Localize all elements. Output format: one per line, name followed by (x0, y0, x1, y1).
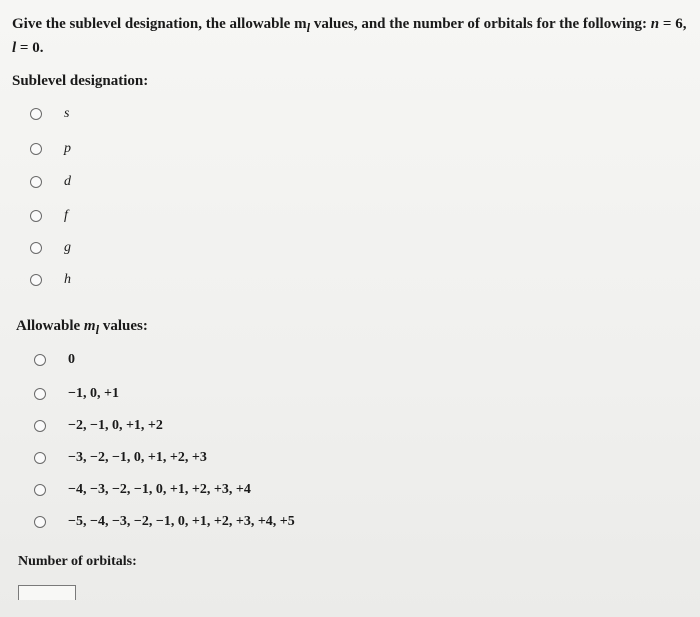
sublevel-option-p[interactable] (30, 139, 71, 159)
option-label: −5, −4, −3, −2, −1, 0, +1, +2, +3, +4, +5 (68, 514, 295, 529)
radio-button[interactable] (30, 274, 42, 286)
ml-option-1[interactable] (34, 384, 119, 404)
radio-button[interactable] (30, 143, 42, 155)
sublevel-option-f[interactable] (30, 206, 68, 226)
radio-button[interactable] (30, 210, 42, 222)
option-label: f (64, 208, 68, 223)
question-text: Give the sublevel designation, the allowable $m_l$ values, and the number of orbitals for the following: n = 6, l = 0. (12, 16, 687, 56)
option-label: −3, −2, −1, 0, +1, +2, +3 (68, 450, 207, 465)
ml-option-4[interactable] (34, 480, 251, 500)
radio-button[interactable] (34, 484, 46, 496)
radio-button[interactable] (30, 176, 42, 188)
option-label: p (64, 141, 71, 156)
radio-button[interactable] (34, 516, 46, 528)
radio-button[interactable] (30, 242, 42, 254)
radio-button[interactable] (34, 388, 46, 400)
option-label: −2, −1, 0, +1, +2 (68, 418, 163, 433)
ml-option-5[interactable] (34, 512, 295, 532)
sublevel-option-h[interactable] (30, 270, 71, 290)
orbitals-input[interactable] (18, 585, 76, 600)
sublevel-label: Sublevel designation: (12, 73, 149, 89)
option-label: −4, −3, −2, −1, 0, +1, +2, +3, +4 (68, 482, 251, 497)
ml-option-2[interactable] (34, 416, 163, 436)
radio-button[interactable] (30, 108, 42, 120)
radio-button[interactable] (34, 452, 46, 464)
ml-option-3[interactable] (34, 448, 207, 468)
option-label: 0 (68, 352, 75, 367)
ml-option-0[interactable] (34, 350, 75, 370)
orbitals-label: Number of orbitals: (18, 554, 137, 569)
radio-button[interactable] (34, 420, 46, 432)
sublevel-option-s[interactable] (30, 104, 69, 124)
ml-values-label: Allowable $m_l$ values: (16, 318, 148, 337)
option-label: h (64, 272, 71, 287)
sublevel-option-g[interactable] (30, 238, 71, 258)
radio-button[interactable] (34, 354, 46, 366)
option-label: −1, 0, +1 (68, 386, 119, 401)
sublevel-option-d[interactable] (30, 172, 71, 192)
option-label: g (64, 240, 71, 255)
option-label: s (64, 106, 70, 121)
option-label: d (64, 174, 71, 189)
